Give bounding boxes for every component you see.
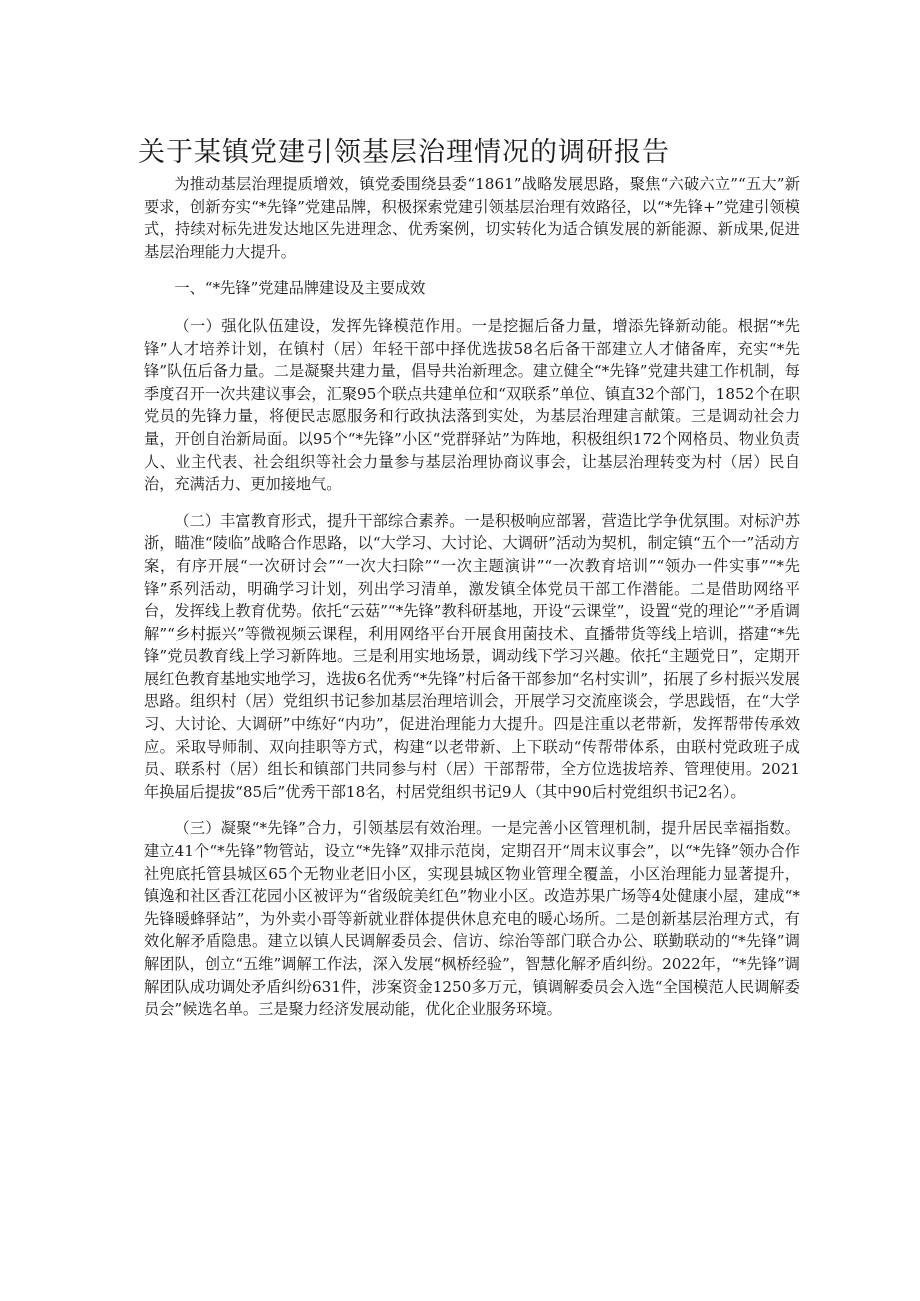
subsection-3-paragraph: （三）凝聚“*先锋”合力，引领基层有效治理。一是完善小区管理机制，提升居民幸福指数。建立41个“*先锋”物管站，设立“*先锋”双排示范岗，定期召开“周末议事会”，以“*先锋”领办合作社兜底托管县城区65个无物业老旧小区，实现县城区物业管理全覆盖，小区治理能力显著提升，镇逸和社区香江花园小区被评为“省级皖美红色”物业小区。改造苏果广场等4处健康小屋，建成“*先锋暖蜂驿站”，为外卖小哥等新就业群体提供休息充电的暖心场所。二是创新基层治理方式，有效化解矛盾隐患。建立以镇人民调解委员会、信访、综治等部门联合办公、联勤联动的“*先锋”调解团队，创立“五维”调解工作法，深入发展“枫桥经验”，智慧化解矛盾纠纷。2022年，“*先锋”调解团队成功调处矛盾纠纷631件，涉案资金1250多万元，镇调解委员会入选“全国模范人民调解委员会”候选名单。三是聚力经济发展动能，优化企业服务环境。: [144, 819, 800, 1019]
document-body: [144, 173, 800, 1035]
document-title: 关于某镇党建引领基层治理情况的调研报告: [138, 137, 670, 168]
section-heading: 一、“*先锋”党建品牌建设及主要成效: [174, 279, 426, 298]
subsection-1-paragraph: （一）强化队伍建设，发挥先锋模范作用。一是挖掘后备力量，增添先锋新动能。根据“*先锋”人才培养计划，在镇村（居）年轻干部中择优选拔58名后备干部建立人才储备库，充实“*先锋”队伍后备力量。二是凝聚共建力量，倡导共治新理念。建立健全“*先锋”党建共建工作机制，每季度召开一次共建议事会，汇聚95个联点共建单位和“双联系”单位、镇直32个部门，1852个在职党员的先锋力量，将便民志愿服务和行政执法落到实处，为基层治理建言献策。三是调动社会力量，开创自治新局面。以95个“*先锋”小区“党群驿站”为阵地，积极组织172个网格员、物业负责人、业主代表、社会组织等社会力量参与基层治理协商议事会，让基层治理转变为村（居）民自治，充满活力、更加接地气。: [144, 316, 800, 494]
intro-paragraph: 为推动基层治理提质增效，镇党委围绕县委“1861”战略发展思路，聚焦“六破六立”“五大”新要求，创新夯实“*先锋”党建品牌，积极探索党建引领基层治理有效路径，以“*先锋+”党建引领模式，持续对标先进发达地区先进理念、优秀案例，切实转化为适合镇发展的新能源、新成果,促进基层治理能力大提升。: [144, 175, 800, 261]
subsection-2-paragraph: （二）丰富教育形式，提升干部综合素养。一是积极响应部署，营造比学争优氛围。对标沪苏浙，瞄准“陵临”战略合作思路，以“大学习、大讨论、大调研”活动为契机，制定镇“五个一”活动方案，有序开展“一次研讨会”“一次大扫除”“一次主题演讲”“一次教育培训”“领办一件实事”“*先锋”系列活动，明确学习计划，列出学习清单，激发镇全体党员干部工作潜能。二是借助网络平台，发挥线上教育优势。依托“云菇”“*先锋”教科研基地，开设“云课堂”，设置“党的理论”“矛盾调解”“乡村振兴”等微视频云课程，利用网络平台开展食用菌技术、直播带货等线上培训，搭建“*先锋”党员教育线上学习新阵地。三是利用实地场景，调动线下学习兴趣。依托“主题党日”，定期开展红色教育基地实地学习，选拔6名优秀“*先锋”村后备干部参加“名村实训”，拓展了乡村振兴发展思路。组织村（居）党组织书记参加基层治理培训会，开展学习交流座谈会，学思践悟，在“大学习、大讨论、大调研”中练好“内功”，促进治理能力大提升。四是注重以老带新，发挥帮带传承效应。采取导师制、双向挂职等方式，构建“以老带新、上下联动“传帮带体系，由联村党政班子成员、联系村（居）组长和镇部门共同参与村（居）干部帮带，全方位选拔培养、管理使用。2021年换届后提拔“85后”优秀干部18名，村居党组织书记9人（其中90后村党组织书记2名）。: [144, 511, 800, 801]
